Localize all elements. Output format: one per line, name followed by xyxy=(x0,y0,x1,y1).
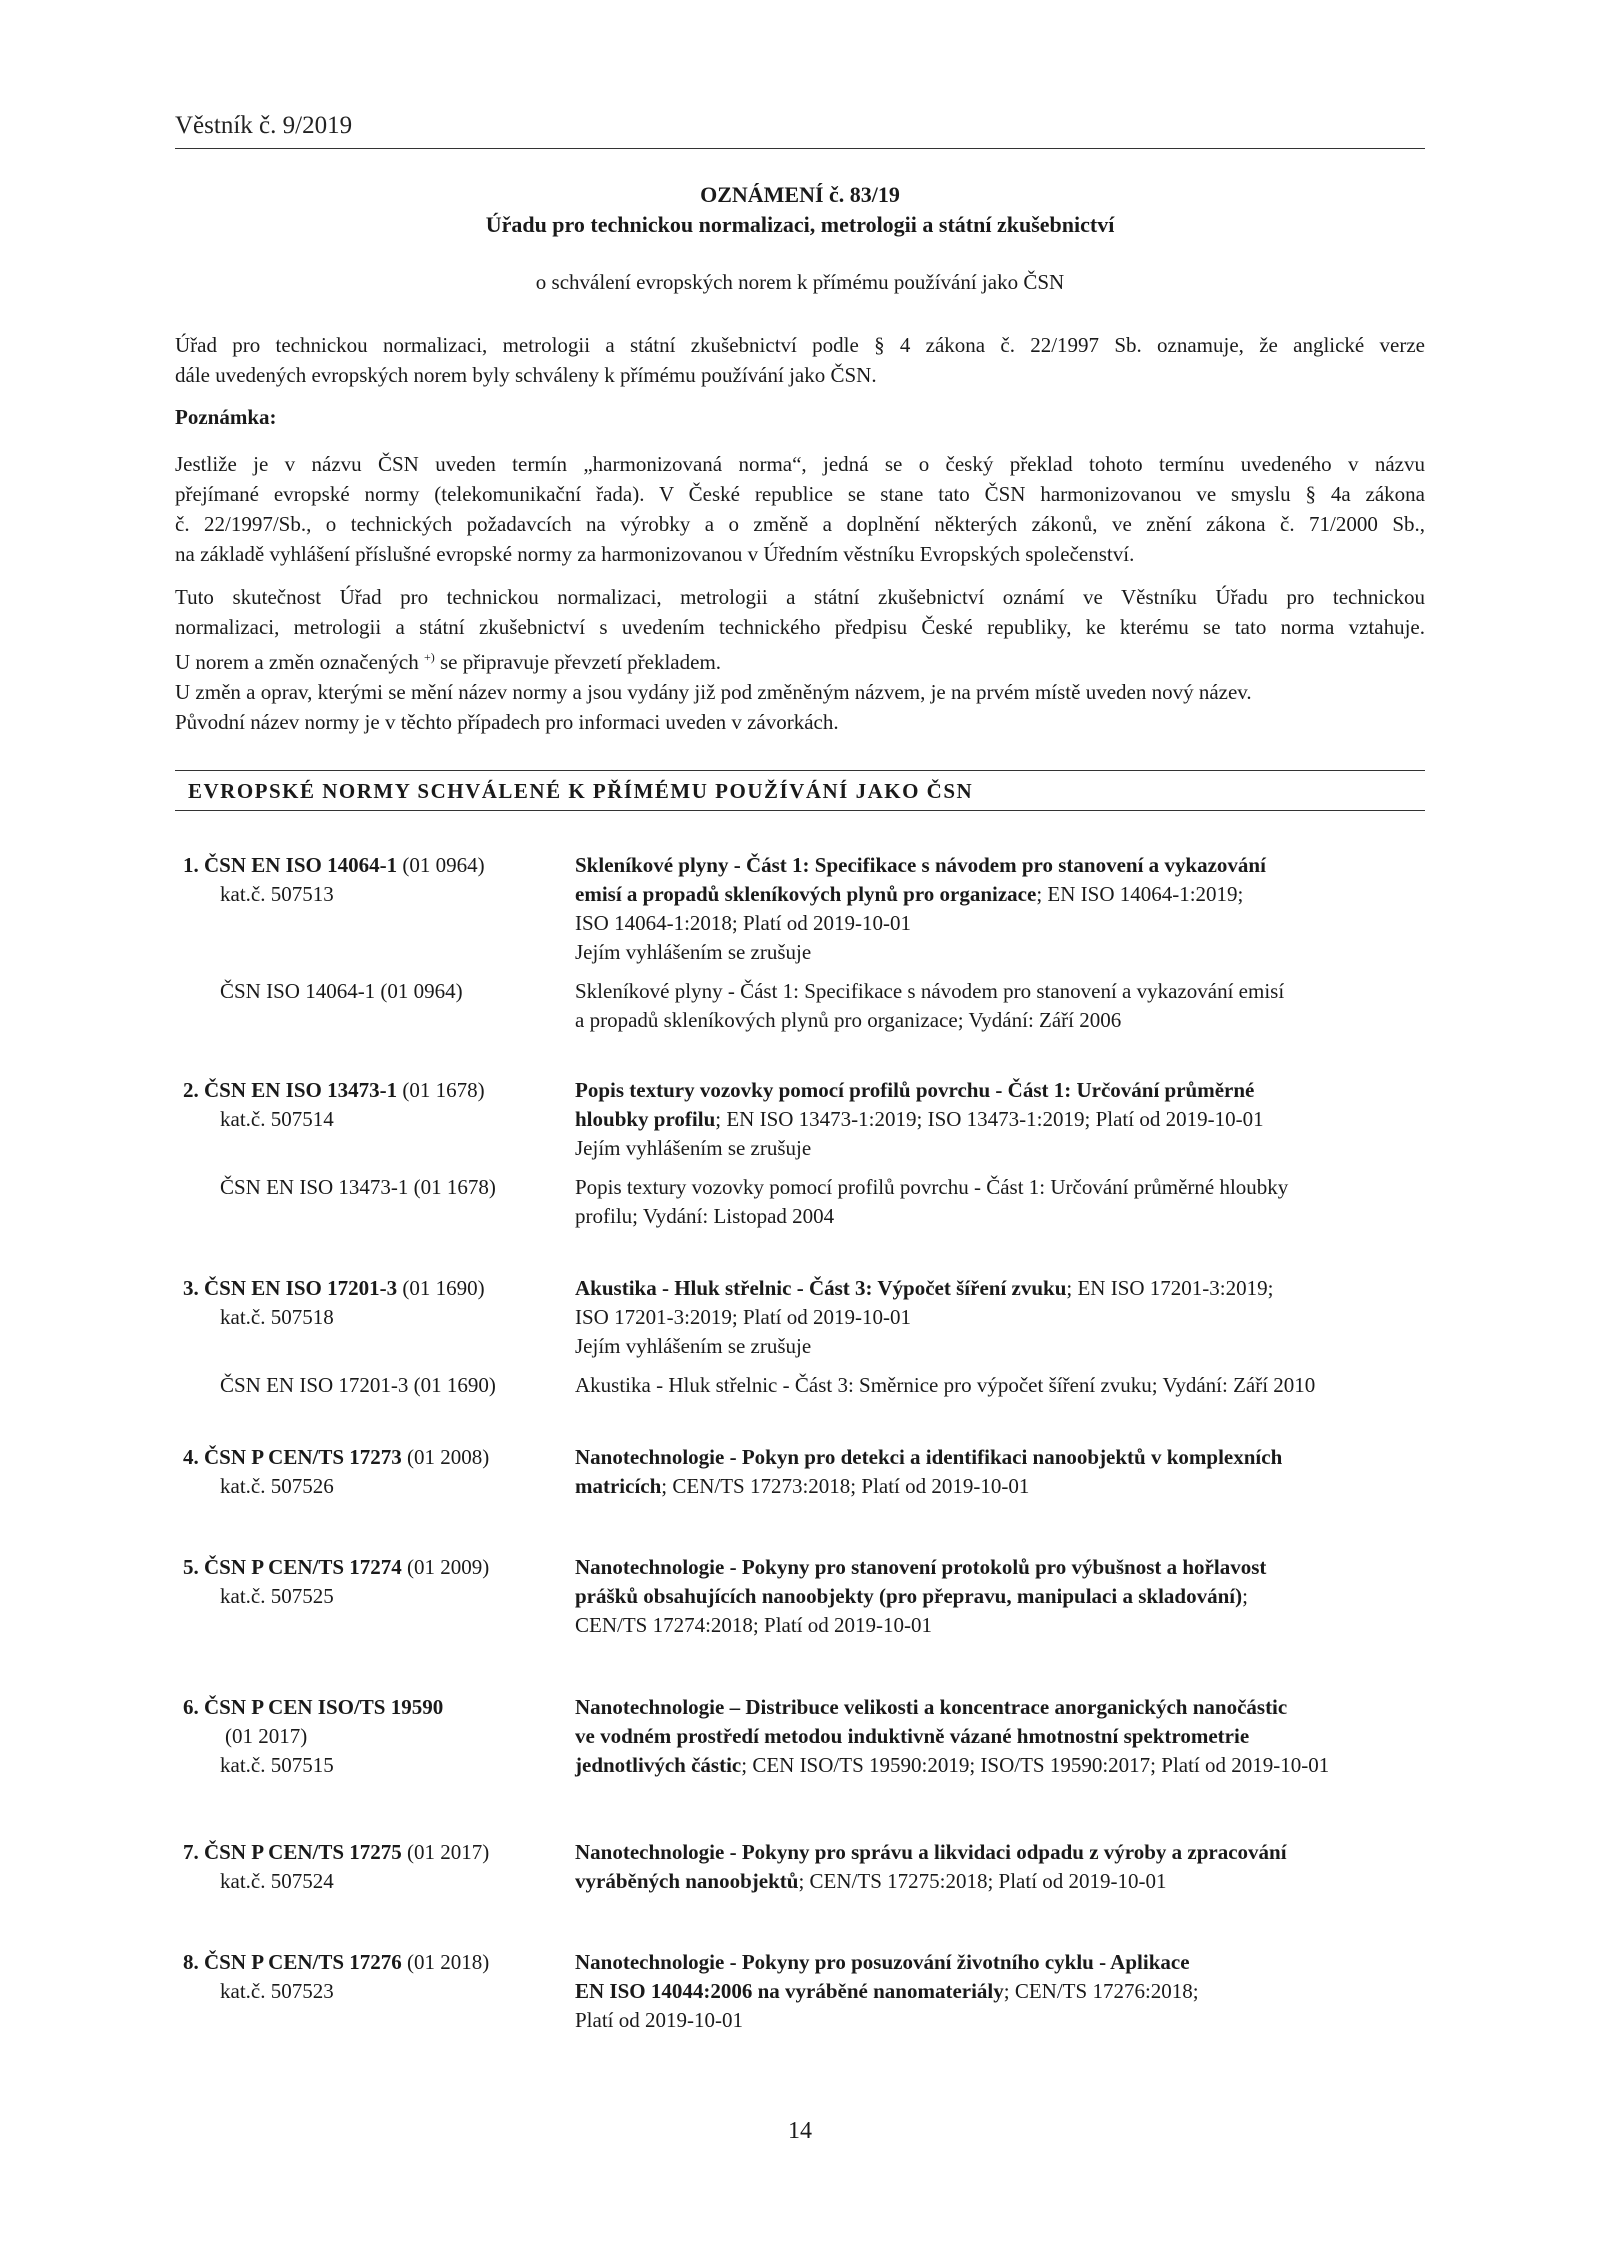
info-line: U norem a změn označených +) se připravuje převzetí překladem. xyxy=(175,650,722,674)
section-title: EVROPSKÉ NORMY SCHVÁLENÉ K PŘÍMÉMU POUŽÍVÁNÍ JAKO ČSN xyxy=(188,779,974,803)
note-paragraph xyxy=(175,449,1425,569)
standard-code: 5. ČSN P CEN/TS 17274 (01 2009) xyxy=(183,1555,490,1579)
standard-title: Skleníkové plyny - Část 1: Specifikace s návodem pro stanovení a vykazování xyxy=(575,853,1266,877)
standard-title: Nanotechnologie - Pokyny pro stanovení protokolů pro výbušnost a hořlavost xyxy=(575,1555,1267,1579)
standard-title: ve vodném prostředí metodou induktivně vázané hmotnostní spektrometrie xyxy=(575,1724,1250,1748)
old-standard-code: ČSN ISO 14064-1 (01 0964) xyxy=(220,979,463,1003)
catalog-number: kat.č. 507515 xyxy=(220,1753,334,1777)
catalog-number: kat.č. 507513 xyxy=(220,882,334,906)
section-rule-top xyxy=(175,770,1425,771)
old-standard-title: a propadů skleníkových plynů pro organizace; Vydání: Září 2006 xyxy=(575,1008,1122,1032)
note-line: přejímané evropské normy (telekomunikační řada). V České republice se stane tato ČSN harmonizovanou ve smyslu § 4a zákona xyxy=(175,482,1425,506)
catalog-number: kat.č. 507514 xyxy=(220,1107,334,1131)
standard-title: Nanotechnologie - Pokyn pro detekci a identifikaci nanoobjektů v komplexních xyxy=(575,1445,1283,1469)
standard-title: jednotlivých částic; CEN ISO/TS 19590:2019; ISO/TS 19590:2017; Platí od 2019-10-01 xyxy=(575,1753,1330,1777)
page-number: 14 xyxy=(788,2118,812,2144)
catalog-number: kat.č. 507526 xyxy=(220,1474,334,1498)
standard-code: 3. ČSN EN ISO 17201-3 (01 1690) xyxy=(183,1276,485,1300)
page-header xyxy=(175,108,1425,149)
standard-code: 4. ČSN P CEN/TS 17273 (01 2008) xyxy=(183,1445,490,1469)
announcement-title: OZNÁMENÍ č. 83/19 xyxy=(700,182,900,207)
issuing-office: Úřadu pro technickou normalizaci, metrologii a státní zkušebnictví xyxy=(485,212,1115,237)
standard-details: ISO 17201-3:2019; Platí od 2019-10-01 xyxy=(575,1305,911,1329)
old-standard-title: Skleníkové plyny - Část 1: Specifikace s návodem pro stanovení a vykazování emisí xyxy=(575,979,1285,1003)
old-standard-title: profilu; Vydání: Listopad 2004 xyxy=(575,1204,835,1228)
standard-title: Nanotechnologie - Pokyny pro posuzování životního cyklu - Aplikace xyxy=(575,1950,1190,1974)
info-line: Původní název normy je v těchto případech pro informaci uveden v závorkách. xyxy=(175,710,839,734)
repeal-note: Jejím vyhlášením se zrušuje xyxy=(575,1136,812,1160)
standard-title: emisí a propadů skleníkových plynů pro organizace; EN ISO 14064-1:2019; xyxy=(575,882,1244,906)
standard-title: Nanotechnologie – Distribuce velikosti a koncentrace anorganických nanočástic xyxy=(575,1695,1288,1719)
standard-title: prášků obsahujících nanoobjekty (pro přepravu, manipulaci a skladování); xyxy=(575,1584,1248,1608)
standard-title: Akustika - Hluk střelnic - Část 3: Výpočet šíření zvuku; EN ISO 17201-3:2019; xyxy=(575,1276,1274,1300)
note-line: na základě vyhlášení příslušné evropské normy za harmonizovanou v Úředním věstníku Evropských společenství. xyxy=(175,542,1135,566)
intro-line: dále uvedených evropských norem byly schváleny k přímému používání jako ČSN. xyxy=(175,363,877,387)
old-standard-title: Popis textury vozovky pomocí profilů povrchu - Část 1: Určování průměrné hloubky xyxy=(575,1175,1289,1199)
standard-title: EN ISO 14044:2006 na vyráběné nanomateriály; CEN/TS 17276:2018; xyxy=(575,1979,1199,2003)
standard-class: (01 2017) xyxy=(225,1724,308,1748)
standard-code: 7. ČSN P CEN/TS 17275 (01 2017) xyxy=(183,1840,490,1864)
announcement-subject: o schválení evropských norem k přímému používání jako ČSN xyxy=(535,270,1065,294)
intro-line: Úřad pro technickou normalizaci, metrologii a státní zkušebnictví podle § 4 zákona č. 22/1997 Sb. oznamuje, že anglické verze xyxy=(175,333,1425,357)
note-label: Poznámka: xyxy=(175,405,277,429)
old-standard-title: Akustika - Hluk střelnic - Část 3: Směrnice pro výpočet šíření zvuku; Vydání: Září 2010 xyxy=(575,1373,1316,1397)
standard-code: 8. ČSN P CEN/TS 17276 (01 2018) xyxy=(183,1950,490,1974)
section-rule-bottom xyxy=(175,810,1425,811)
note-line: č. 22/1997/Sb., o technických požadavcích na výrobky a o změně a doplnění některých zákonů, ve znění zákona č. 71/2000 Sb., xyxy=(175,512,1425,536)
repeal-note: Jejím vyhlášením se zrušuje xyxy=(575,1334,812,1358)
standard-details: ISO 14064-1:2018; Platí od 2019-10-01 xyxy=(575,911,911,935)
intro-paragraph xyxy=(175,330,1425,390)
superscript-mark: +) xyxy=(423,650,435,664)
old-standard-code: ČSN EN ISO 13473-1 (01 1678) xyxy=(220,1175,496,1199)
catalog-number: kat.č. 507518 xyxy=(220,1305,334,1329)
standard-code: 6. ČSN P CEN ISO/TS 19590 xyxy=(183,1695,444,1719)
standard-title: Popis textury vozovky pomocí profilů povrchu - Část 1: Určování průměrné xyxy=(575,1078,1255,1102)
catalog-number: kat.č. 507524 xyxy=(220,1869,334,1893)
info-paragraph xyxy=(175,582,1425,737)
repeal-note: Jejím vyhlášením se zrušuje xyxy=(575,940,812,964)
standard-title: Nanotechnologie - Pokyny pro správu a likvidaci odpadu z výroby a zpracování xyxy=(575,1840,1287,1864)
standard-code: 2. ČSN EN ISO 13473-1 (01 1678) xyxy=(183,1078,485,1102)
standard-details: Platí od 2019-10-01 xyxy=(575,2008,743,2032)
catalog-number: kat.č. 507523 xyxy=(220,1979,334,2003)
info-line: normalizaci, metrologii a státní zkušebnictví s uvedením technického předpisu České republiky, ke kterému se tato norma vztahuje. xyxy=(175,615,1425,639)
info-line: U změn a oprav, kterými se mění název normy a jsou vydány již pod změněným názvem, je na prvém místě uveden nový název. xyxy=(175,680,1252,704)
standard-code: 1. ČSN EN ISO 14064-1 (01 0964) xyxy=(183,853,485,877)
standard-title: vyráběných nanoobjektů; CEN/TS 17275:2018; Platí od 2019-10-01 xyxy=(575,1869,1167,1893)
standard-title: matricích; CEN/TS 17273:2018; Platí od 2019-10-01 xyxy=(575,1474,1030,1498)
note-line: Jestliže je v názvu ČSN uveden termín „harmonizovaná norma“, jedná se o český překlad tohoto termínu uvedeného v názvu xyxy=(175,452,1425,476)
old-standard-code: ČSN EN ISO 17201-3 (01 1690) xyxy=(220,1373,496,1397)
standard-title: hloubky profilu; EN ISO 13473-1:2019; ISO 13473-1:2019; Platí od 2019-10-01 xyxy=(575,1107,1264,1131)
info-line: Tuto skutečnost Úřad pro technickou normalizaci, metrologii a státní zkušebnictví oznámí ve Věstníku Úřadu pro technickou xyxy=(175,585,1425,609)
bulletin-number: Věstník č. 9/2019 xyxy=(175,112,353,139)
catalog-number: kat.č. 507525 xyxy=(220,1584,334,1608)
standard-details: CEN/TS 17274:2018; Platí od 2019-10-01 xyxy=(575,1613,932,1637)
